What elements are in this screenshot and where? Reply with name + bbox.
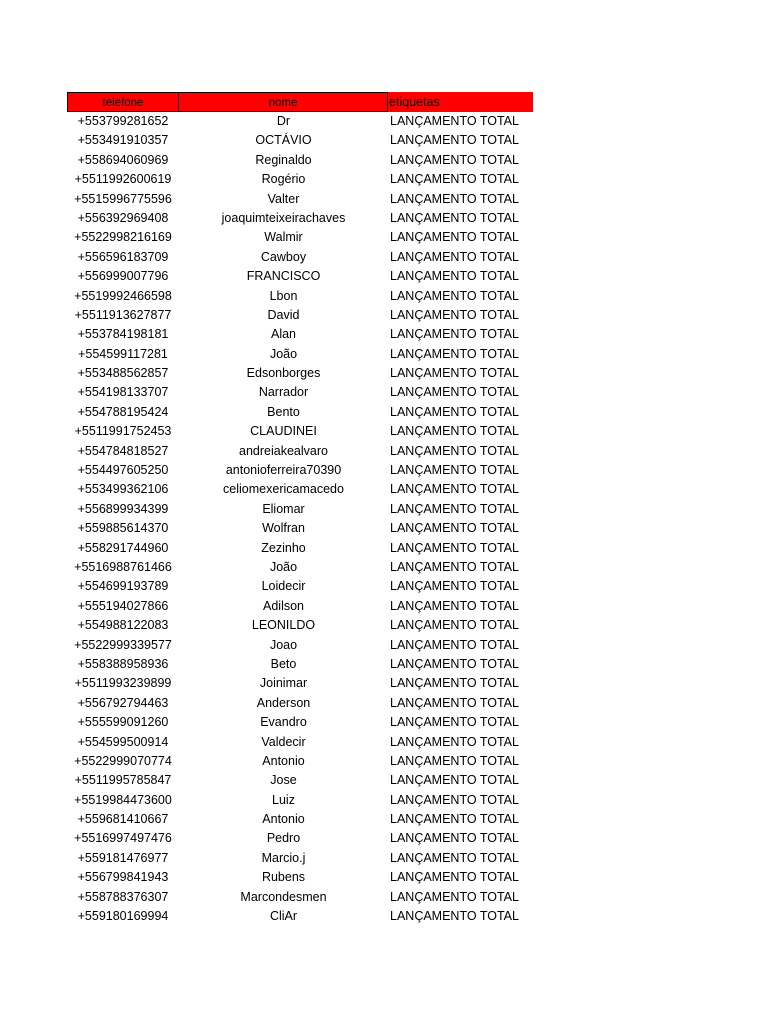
cell-telefone: +5511913627877 bbox=[74, 307, 172, 322]
cell-etiquetas: LANÇAMENTO TOTAL bbox=[390, 870, 519, 885]
table-row bbox=[67, 112, 533, 131]
table-row bbox=[67, 209, 533, 228]
cell-nome: João bbox=[269, 559, 298, 574]
table-row bbox=[67, 616, 533, 635]
cell-telefone: +554497605250 bbox=[77, 463, 169, 478]
cell-telefone: +5519984473600 bbox=[74, 792, 172, 807]
cell-etiquetas: LANÇAMENTO TOTAL bbox=[390, 230, 519, 245]
cell-telefone: +553799281652 bbox=[77, 114, 169, 128]
cell-etiquetas: LANÇAMENTO TOTAL bbox=[390, 715, 519, 730]
table-row bbox=[67, 752, 533, 771]
cell-nome: Reginaldo bbox=[255, 152, 312, 167]
cell-telefone: +554788195424 bbox=[77, 404, 169, 419]
cell-telefone: +559885614370 bbox=[77, 521, 169, 536]
cell-nome: Antonio bbox=[262, 812, 305, 827]
cell-etiquetas: LANÇAMENTO TOTAL bbox=[390, 366, 519, 381]
cell-etiquetas: LANÇAMENTO TOTAL bbox=[390, 831, 519, 846]
cell-etiquetas: LANÇAMENTO TOTAL bbox=[390, 288, 519, 303]
cell-telefone: +559181476977 bbox=[77, 850, 169, 865]
table-row bbox=[67, 480, 533, 499]
cell-nome: Jose bbox=[270, 773, 297, 788]
header-telefone: telefone bbox=[67, 92, 179, 112]
cell-etiquetas: LANÇAMENTO TOTAL bbox=[390, 385, 519, 400]
table-row bbox=[67, 461, 533, 480]
header-etiquetas: etiquetas bbox=[388, 92, 533, 112]
table-row bbox=[67, 306, 533, 325]
cell-etiquetas: LANÇAMENTO TOTAL bbox=[390, 172, 519, 187]
cell-telefone: +5511993239899 bbox=[74, 676, 172, 691]
cell-telefone: +5522999070774 bbox=[74, 753, 172, 768]
table-row bbox=[67, 577, 533, 596]
cell-nome: Bento bbox=[267, 404, 300, 419]
cell-telefone: +554699193789 bbox=[77, 579, 169, 594]
cell-etiquetas: LANÇAMENTO TOTAL bbox=[390, 443, 519, 458]
table-row bbox=[67, 422, 533, 441]
cell-telefone: +555194027866 bbox=[77, 598, 169, 613]
cell-telefone: +558694060969 bbox=[77, 152, 169, 167]
spreadsheet-table bbox=[67, 92, 533, 926]
cell-telefone: +556799841943 bbox=[77, 870, 169, 885]
cell-etiquetas: LANÇAMENTO TOTAL bbox=[390, 656, 519, 671]
cell-nome: joaquimteixeirachaves bbox=[221, 210, 346, 225]
cell-etiquetas: LANÇAMENTO TOTAL bbox=[390, 598, 519, 613]
cell-telefone: +558388958936 bbox=[77, 656, 169, 671]
cell-etiquetas: LANÇAMENTO TOTAL bbox=[390, 424, 519, 439]
cell-etiquetas: LANÇAMENTO TOTAL bbox=[390, 676, 519, 691]
cell-nome: Pedro bbox=[266, 831, 301, 846]
header-row bbox=[67, 92, 533, 112]
cell-nome: Wolfran bbox=[262, 521, 305, 536]
cell-etiquetas: LANÇAMENTO TOTAL bbox=[390, 909, 519, 924]
header-nome: nome bbox=[179, 92, 388, 112]
cell-nome: Rubens bbox=[261, 870, 306, 885]
table-row bbox=[67, 829, 533, 848]
cell-nome: Valdecir bbox=[261, 734, 306, 749]
cell-telefone: +553491910357 bbox=[77, 133, 169, 148]
table-row bbox=[67, 383, 533, 402]
cell-telefone: +554599117281 bbox=[78, 346, 168, 361]
cell-nome: CLAUDINEI bbox=[250, 424, 317, 439]
table-row bbox=[67, 713, 533, 732]
cell-telefone: +556792794463 bbox=[77, 695, 169, 710]
table-row bbox=[67, 849, 533, 868]
cell-telefone: +553499362106 bbox=[77, 482, 169, 497]
cell-telefone: +5511992600619 bbox=[74, 172, 172, 187]
cell-telefone: +556392969408 bbox=[77, 210, 169, 225]
cell-nome: João bbox=[269, 346, 298, 361]
cell-nome: Marcio.j bbox=[261, 850, 306, 865]
cell-etiquetas: LANÇAMENTO TOTAL bbox=[390, 133, 519, 148]
cell-etiquetas: LANÇAMENTO TOTAL bbox=[390, 521, 519, 536]
table-row bbox=[67, 228, 533, 247]
cell-telefone: +559681410667 bbox=[77, 812, 169, 827]
table-row bbox=[67, 500, 533, 519]
cell-etiquetas: LANÇAMENTO TOTAL bbox=[390, 501, 519, 516]
cell-etiquetas: LANÇAMENTO TOTAL bbox=[390, 191, 519, 206]
cell-nome: Adilson bbox=[263, 598, 304, 613]
cell-nome: Rogério bbox=[261, 172, 306, 187]
table-row bbox=[67, 131, 533, 150]
table-row bbox=[67, 597, 533, 616]
table-row bbox=[67, 442, 533, 461]
cell-nome: Edsonborges bbox=[246, 366, 321, 381]
table-row bbox=[67, 810, 533, 829]
cell-nome: Zezinho bbox=[261, 540, 306, 555]
cell-telefone: +5511991752453 bbox=[74, 424, 172, 439]
cell-telefone: +554784818527 bbox=[77, 443, 169, 458]
cell-nome: Antonio bbox=[262, 753, 305, 768]
cell-etiquetas: LANÇAMENTO TOTAL bbox=[390, 152, 519, 167]
cell-etiquetas: LANÇAMENTO TOTAL bbox=[390, 249, 519, 264]
cell-etiquetas: LANÇAMENTO TOTAL bbox=[390, 792, 519, 807]
cell-telefone: +553784198181 bbox=[77, 327, 169, 342]
cell-telefone: +554599500914 bbox=[77, 734, 169, 749]
cell-etiquetas: LANÇAMENTO TOTAL bbox=[390, 579, 519, 594]
cell-telefone: +554988122083 bbox=[77, 618, 169, 633]
table-row bbox=[67, 888, 533, 907]
cell-telefone: +558291744960 bbox=[77, 540, 169, 555]
cell-nome: Marcondesmen bbox=[240, 889, 327, 904]
cell-telefone: +556999007796 bbox=[77, 269, 169, 284]
table-row bbox=[67, 674, 533, 693]
table-row bbox=[67, 287, 533, 306]
table-row bbox=[67, 539, 533, 558]
cell-etiquetas: LANÇAMENTO TOTAL bbox=[390, 463, 519, 478]
cell-telefone: +5519992466598 bbox=[74, 288, 172, 303]
cell-telefone: +559180169994 bbox=[77, 909, 169, 924]
table-row bbox=[67, 170, 533, 189]
cell-etiquetas: LANÇAMENTO TOTAL bbox=[390, 889, 519, 904]
cell-nome: Joinimar bbox=[259, 676, 308, 691]
cell-nome: Loidecir bbox=[261, 579, 306, 594]
cell-etiquetas: LANÇAMENTO TOTAL bbox=[390, 637, 519, 652]
cell-etiquetas: LANÇAMENTO TOTAL bbox=[390, 618, 519, 633]
cell-etiquetas: LANÇAMENTO TOTAL bbox=[390, 327, 519, 342]
cell-nome: Anderson bbox=[256, 695, 311, 710]
table-row bbox=[67, 694, 533, 713]
table-row bbox=[67, 771, 533, 790]
table-row bbox=[67, 655, 533, 674]
table-row bbox=[67, 403, 533, 422]
cell-nome: Cawboy bbox=[260, 249, 307, 264]
cell-nome: Walmir bbox=[264, 230, 303, 245]
cell-nome: Beto bbox=[270, 656, 297, 671]
cell-telefone: +5511995785847 bbox=[74, 773, 172, 788]
cell-nome: Eliomar bbox=[262, 501, 305, 516]
cell-nome: Alan bbox=[270, 327, 297, 342]
cell-telefone: +558788376307 bbox=[77, 889, 169, 904]
cell-etiquetas: LANÇAMENTO TOTAL bbox=[390, 850, 519, 865]
cell-etiquetas: LANÇAMENTO TOTAL bbox=[390, 773, 519, 788]
cell-etiquetas: LANÇAMENTO TOTAL bbox=[390, 753, 519, 768]
table-row bbox=[67, 558, 533, 577]
cell-telefone: +5515996775596 bbox=[74, 191, 172, 206]
cell-etiquetas: LANÇAMENTO TOTAL bbox=[390, 482, 519, 497]
cell-etiquetas: LANÇAMENTO TOTAL bbox=[390, 307, 519, 322]
table-row bbox=[67, 325, 533, 344]
cell-nome: Lbon bbox=[269, 288, 298, 303]
table-row bbox=[67, 190, 533, 209]
table-row bbox=[67, 733, 533, 752]
cell-etiquetas: LANÇAMENTO TOTAL bbox=[390, 114, 519, 128]
table-row bbox=[67, 636, 533, 655]
cell-telefone: +556899934399 bbox=[77, 501, 169, 516]
cell-telefone: +556596183709 bbox=[77, 249, 169, 264]
cell-nome: Valter bbox=[267, 191, 300, 206]
table-row bbox=[67, 868, 533, 887]
cell-nome: OCTÁVIO bbox=[255, 133, 312, 148]
cell-etiquetas: LANÇAMENTO TOTAL bbox=[390, 346, 519, 361]
table-row bbox=[67, 151, 533, 170]
cell-nome: Evandro bbox=[260, 715, 307, 730]
cell-etiquetas: LANÇAMENTO TOTAL bbox=[390, 559, 519, 574]
cell-nome: andreiakealvaro bbox=[239, 443, 328, 458]
cell-telefone: +555599091260 bbox=[77, 715, 169, 730]
cell-etiquetas: LANÇAMENTO TOTAL bbox=[390, 695, 519, 710]
cell-telefone: +5522998216169 bbox=[74, 230, 172, 245]
cell-etiquetas: LANÇAMENTO TOTAL bbox=[390, 812, 519, 827]
cell-etiquetas: LANÇAMENTO TOTAL bbox=[390, 269, 519, 284]
table-row bbox=[67, 248, 533, 267]
table-row bbox=[67, 907, 533, 926]
table-row bbox=[67, 345, 533, 364]
cell-etiquetas: LANÇAMENTO TOTAL bbox=[390, 404, 519, 419]
cell-nome: Luiz bbox=[272, 792, 295, 807]
cell-nome: Narrador bbox=[258, 385, 309, 400]
cell-nome: FRANCISCO bbox=[246, 269, 321, 284]
cell-etiquetas: LANÇAMENTO TOTAL bbox=[390, 734, 519, 749]
cell-telefone: +553488562857 bbox=[77, 366, 169, 381]
cell-nome: antonioferreira70390 bbox=[225, 463, 342, 478]
cell-etiquetas: LANÇAMENTO TOTAL bbox=[390, 540, 519, 555]
table-row bbox=[67, 519, 533, 538]
cell-nome: CliAr bbox=[269, 909, 298, 924]
cell-nome: Dr bbox=[276, 114, 291, 128]
cell-nome: LEONILDO bbox=[251, 618, 316, 633]
cell-telefone: +5516997497476 bbox=[74, 831, 172, 846]
cell-telefone: +5522999339577 bbox=[74, 637, 172, 652]
table-row bbox=[67, 364, 533, 383]
table-row bbox=[67, 791, 533, 810]
cell-nome: David bbox=[267, 307, 300, 322]
cell-telefone: +554198133707 bbox=[77, 385, 169, 400]
cell-nome: Joao bbox=[269, 637, 298, 652]
cell-etiquetas: LANÇAMENTO TOTAL bbox=[390, 210, 519, 225]
table-row bbox=[67, 267, 533, 286]
cell-nome: celiomexericamacedo bbox=[223, 482, 344, 497]
table-body bbox=[67, 112, 533, 926]
cell-telefone: +5516988761466 bbox=[74, 559, 172, 574]
